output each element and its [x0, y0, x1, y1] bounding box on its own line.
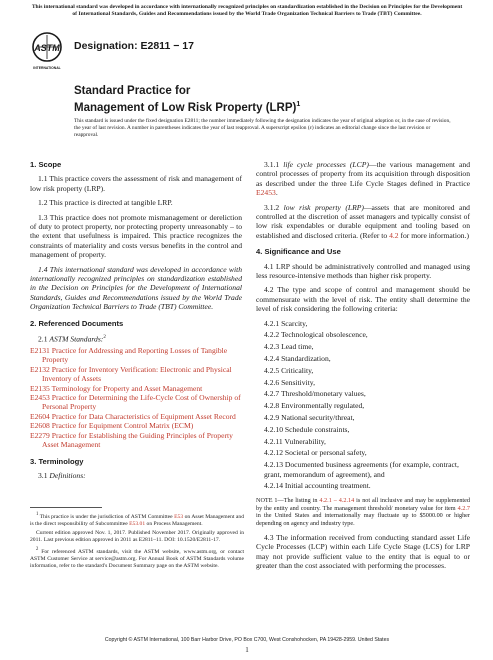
right-column [256, 160, 470, 576]
para-2-1 [30, 333, 242, 344]
top-notice: This international standard was developed in accordance with internationally recognized principles on standardization established in the Decision on Principles for the Development of International Standards, Guides and Recommendations issued by the World Trade Organization Technical Barriers to Trade (TBT) Committee. [31, 4, 463, 17]
reference-code-link[interactable]: E2135 [30, 383, 50, 393]
para-3-1-text: Definitions: [49, 470, 86, 480]
criteria-item: 4.2.11 Vulnerability, [264, 436, 326, 446]
section-1-heading: 1. Scope [30, 160, 62, 169]
reference-title-link[interactable]: Practice for Inventory Verification: Electronic and Physical Inventory of Assets [42, 364, 232, 384]
ref-4-2-link[interactable]: 4.2 [389, 230, 399, 240]
para-3-1-2-number: 3.1.2 [264, 202, 280, 212]
title-text: Management of Low Risk Property (LRP) [74, 101, 297, 114]
reference-code-link[interactable]: E2131 [30, 346, 50, 356]
para-1-1: 1.1 This practice covers the assessment of risk and management of low risk property (LRP). [30, 174, 242, 193]
note-1-text-c: in the United States and internationally may fluctuate up to $5000.00 or higher depending on agency and industry type. [256, 512, 470, 528]
para-4-3: 4.3 The information received from conducting standard asset Life Cycle Processes (LCP) within each Life Cycle Stage (LCS) for LRP may not provide sufficient value to the entity that is equal to or greater than the cost associated with performing the processes. [256, 533, 470, 571]
criteria-item: 4.2.13 Documented business agreements (for example, contract, grant, memorandum of agreement), and [264, 460, 459, 479]
reference-item [30, 365, 242, 384]
designation: Designation: E2811 − 17 [74, 40, 194, 52]
criteria-item: 4.2.7 Threshold/monetary values, [264, 389, 366, 399]
criteria-item: 4.2.3 Lead time, [264, 342, 314, 352]
footnote-1-text-b: on Asset Management and is the direct responsibility of Subcommittee [30, 513, 244, 527]
svg-text:ASTM: ASTM [34, 43, 60, 53]
para-3-1-number: 3.1 [38, 470, 48, 480]
footnote-1: $^1$ This practice is under the jurisdiction of ASTM Committee E53 on Asset Management and is the direct responsibility of Subcommittee E53.01 on Process Management. [30, 512, 244, 527]
footnote-1-text-c: on Process Management. [145, 520, 203, 527]
term-lrp: low risk property (LRP) [283, 202, 364, 212]
definition-lrp-end: for more information.) [398, 230, 469, 240]
criteria-item: 4.2.1 Scarcity, [264, 318, 308, 328]
reference-title-link[interactable]: Practice for Establishing the Guiding Principles of Property Asset Management [42, 430, 233, 450]
reference-title-link[interactable]: Practice for Equipment Control Matrix (ECM) [51, 421, 194, 431]
criteria-item: 4.2.5 Criticality, [264, 365, 314, 375]
reference-item [30, 421, 242, 430]
criteria-item: 4.2.6 Sensitivity, [264, 377, 315, 387]
term-lcp: life cycle processes (LCP) [283, 160, 369, 169]
reference-item [30, 384, 242, 393]
section-2-heading: 2. Referenced Documents [30, 318, 124, 328]
footnote-divider [30, 507, 102, 508]
para-4-1: 4.1 LRP should be administratively controlled and managed using less resource-intensive methods than higher risk property. [256, 261, 470, 281]
para-3-1 [30, 471, 242, 480]
reference-item [30, 393, 242, 412]
reference-code-link[interactable]: E2453 [30, 393, 50, 403]
para-3-1-1: 3.1.1 life cycle processes (LCP)—the various management and control processes of property from its acquisition through disposition as described under the three Life Cycle Stages defined in Practice E2453. [256, 160, 471, 198]
copyright: Copyright © ASTM International, 100 Barr Harbor Drive, PO Box C700, West Conshohocken, PA 19428-2959. United States [104, 637, 390, 643]
note-1-text-b: is not all inclusive and may be supplemented by the entity and country. The management threshold/ monetary value for item [256, 496, 470, 512]
definition-lrp: —assets that are monitored and controlled at the discretion of asset managers and typically consist of low risk expendables or durable equipment and tooling based on established and disclosed criteria. (Refer to [256, 202, 470, 240]
svg-text:INTERNATIONAL: INTERNATIONAL [33, 66, 61, 70]
footnote-1-edition: Current edition approved Nov. 1, 2017. Published November 2017. Originally approved in 2011. Last previous edition approved in 2011 as E2811–11. DOI: 10.1520/E2811-17. [30, 529, 244, 543]
criteria-item: 4.2.10 Schedule constraints, [264, 424, 350, 434]
para-1-4: 1.4 This international standard was developed in accordance with internationally recognized principles on standardization established in the Decision on Principles for the Development of International Standards, Guides and Recommendations issued by the World Trade Organization Technical Barriers to Trade (TBT) Committee. [30, 264, 242, 312]
reference-item [30, 346, 242, 365]
ref-4-2-7-link[interactable]: 4.2.7 [457, 504, 470, 512]
note-1 [256, 497, 470, 528]
reference-code-link[interactable]: E2604 [30, 411, 50, 421]
left-column [30, 160, 242, 485]
reference-code-link[interactable]: E2608 [30, 421, 50, 431]
para-4-2: 4.2 The type and scope of control and management should be commensurate with the level of risk. The entity shall determine the level of risk considering the following criteria: [256, 285, 470, 314]
para-2-1-text: ASTM Standards: [49, 334, 104, 344]
reference-list [30, 346, 242, 449]
reference-title-link[interactable]: Terminology for Property and Asset Management [51, 383, 203, 393]
para-3-1-2 [256, 203, 470, 241]
ref-criteria-range-link[interactable]: 4.2.1 – 4.2.14 [319, 496, 355, 504]
reference-item [30, 431, 242, 450]
title-line-1: Standard Practice for [74, 85, 191, 97]
criteria-item: 4.2.9 National security/threat, [264, 413, 355, 423]
para-2-1-footnote-ref: 2 [103, 335, 106, 341]
title-line-2 [74, 98, 300, 115]
para-2-1-number: 2.1 [38, 334, 48, 344]
section-4-heading: 4. Significance and Use [256, 247, 341, 257]
reference-item [30, 412, 242, 421]
footnotes [30, 511, 244, 572]
note-1-text-a: NOTE 1—The listing in [256, 496, 320, 504]
footnote-2-text: For referenced ASTM standards, visit the ASTM website, www.astm.org, or contact ASTM Customer Service at service@astm.org. For Annual Book of ASTM Standards volume information, refer to the standard's Document Summary page on the ASTM website. [30, 548, 244, 569]
criteria-item: 4.2.4 Standardization, [264, 354, 331, 364]
criteria-list [256, 319, 470, 491]
para-1-3: 1.3 This practice does not promote mismanagement or dereliction of duty to protect property, nor protecting property unreasonably – to the extent that usefulness is impaired. This practice recognizes the constraints of materiality and costs versus benefits in the control and management of property. [30, 212, 242, 260]
criteria-item: 4.2.14 Initial accounting treatment. [264, 481, 371, 491]
issued-note: This standard is issued under the fixed designation E2811; the number immediately following the designation indicates the year of original adoption or, in the case of revision, the year of last revision. A number in parentheses indicates the year of last reapproval. A superscript epsilon (ε) indicates an editorial change since the last revision or reapproval. [74, 118, 451, 138]
footnote-1-text-a: This practice is under the jurisdiction of ASTM Committee [39, 513, 175, 520]
reference-title-link[interactable]: Practice for Determining the Life-Cycle Cost of Ownership of Personal Property [42, 393, 241, 412]
ref-e2453-link[interactable]: E2453 [256, 188, 276, 198]
section-3-heading: 3. Terminology [30, 456, 84, 466]
committee-e53-link[interactable]: E53 [174, 513, 184, 520]
document-title [74, 85, 300, 115]
para-1-2: 1.2 This practice is directed at tangible LRP. [38, 198, 173, 208]
reference-code-link[interactable]: E2279 [30, 430, 50, 440]
footnote-2: $^2$ For referenced ASTM standards, visit the ASTM website, www.astm.org, or contact ASTM Customer Service at service@astm.org. For Annual Book of ASTM Standards volume information, refer to the standard's Document Summary page on the ASTM website. [30, 546, 244, 569]
criteria-item: 4.2.2 Technological obsolescence, [264, 330, 368, 340]
reference-title-link[interactable]: Practice for Addressing and Reporting Losses of Tangible Property [42, 346, 228, 365]
definition-lcp: —the various management and control processes of property from its acquisition through disposition as described under the three Life Cycle Stages defined in Practice [256, 160, 471, 188]
reference-code-link[interactable]: E2132 [30, 364, 50, 374]
title-footnote-ref: 1 [296, 101, 301, 108]
criteria-item: 4.2.8 Environmentally regulated, [264, 401, 365, 411]
page-number: 1 [245, 646, 249, 654]
criteria-item: 4.2.12 Societal or personal safety, [264, 448, 367, 458]
para-3-1-1-number: 3.1.1 [264, 160, 280, 169]
subcommittee-e5301-link[interactable]: E53.01 [129, 520, 146, 527]
astm-logo [30, 30, 64, 74]
reference-title-link[interactable]: Practice for Data Characteristics of Equipment Asset Record [51, 411, 236, 421]
